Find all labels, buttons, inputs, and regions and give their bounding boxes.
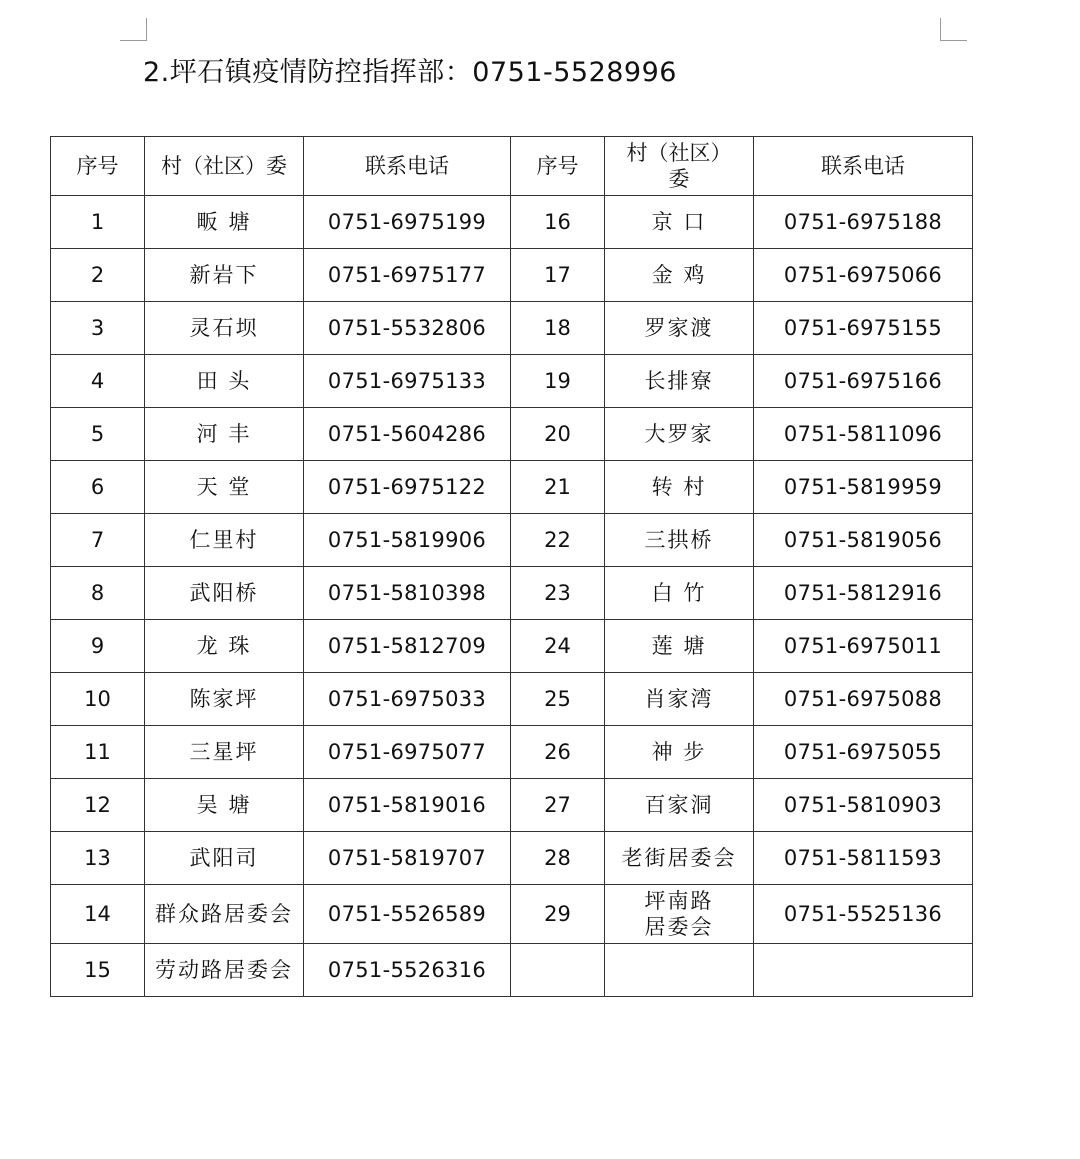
table-row [51, 302, 973, 355]
table-row [51, 673, 973, 726]
row-phone-right: 0751-6975011 [754, 620, 973, 673]
row-phone-right [754, 944, 973, 997]
row-village-name: 天 堂 [145, 461, 304, 514]
row-seq: 15 [51, 944, 145, 997]
row-phone-right: 0751-5812916 [754, 567, 973, 620]
row-phone-right: 0751-6975166 [754, 355, 973, 408]
row-seq-right: 29 [511, 885, 605, 944]
row-village-name-right: 白 竹 [605, 567, 754, 620]
row-village-name: 陈家坪 [145, 673, 304, 726]
table-header-row [51, 137, 973, 196]
row-seq: 7 [51, 514, 145, 567]
row-seq-right: 20 [511, 408, 605, 461]
row-phone-right: 0751-6975088 [754, 673, 973, 726]
row-village-name: 劳动路居委会 [145, 944, 304, 997]
row-phone-right: 0751-5811096 [754, 408, 973, 461]
row-phone: 0751-5532806 [304, 302, 511, 355]
table-row [51, 620, 973, 673]
table-row [51, 567, 973, 620]
row-village-name-right: 神 步 [605, 726, 754, 779]
table-row [51, 408, 973, 461]
row-phone: 0751-5812709 [304, 620, 511, 673]
row-seq-right: 21 [511, 461, 605, 514]
row-village-name-right: 坪南路 居委会 [605, 885, 754, 944]
row-phone: 0751-5819906 [304, 514, 511, 567]
row-phone-right: 0751-5525136 [754, 885, 973, 944]
row-seq: 1 [51, 196, 145, 249]
row-phone-right: 0751-5811593 [754, 832, 973, 885]
header-phone-right: 联系电话 [754, 137, 973, 196]
header-village-right: 村（社区） 委 [605, 137, 754, 196]
row-village-name: 三星坪 [145, 726, 304, 779]
table-row [51, 461, 973, 514]
row-village-name-right: 京 口 [605, 196, 754, 249]
row-village-name: 畈 塘 [145, 196, 304, 249]
row-village-name: 龙 珠 [145, 620, 304, 673]
row-phone: 0751-5526316 [304, 944, 511, 997]
row-seq: 9 [51, 620, 145, 673]
row-village-name: 灵石坝 [145, 302, 304, 355]
row-seq-right: 17 [511, 249, 605, 302]
row-phone: 0751-6975199 [304, 196, 511, 249]
row-phone: 0751-6975177 [304, 249, 511, 302]
row-phone-right: 0751-5819056 [754, 514, 973, 567]
table-row [51, 885, 973, 944]
page-corner-mark-right [940, 18, 967, 41]
contact-table [50, 136, 973, 997]
row-seq-right: 22 [511, 514, 605, 567]
row-phone-right: 0751-6975188 [754, 196, 973, 249]
row-village-name-right: 长排寮 [605, 355, 754, 408]
row-phone-right: 0751-6975066 [754, 249, 973, 302]
row-village-name: 武阳司 [145, 832, 304, 885]
row-village-name: 吴 塘 [145, 779, 304, 832]
row-seq-right: 19 [511, 355, 605, 408]
row-phone: 0751-6975133 [304, 355, 511, 408]
row-seq-right: 25 [511, 673, 605, 726]
row-village-name-right: 百家洞 [605, 779, 754, 832]
row-village-name-right: 大罗家 [605, 408, 754, 461]
row-seq: 6 [51, 461, 145, 514]
row-seq-right: 16 [511, 196, 605, 249]
table-row [51, 832, 973, 885]
header-seq-right: 序号 [511, 137, 605, 196]
table-row [51, 196, 973, 249]
table-row [51, 944, 973, 997]
row-phone: 0751-6975122 [304, 461, 511, 514]
row-seq: 8 [51, 567, 145, 620]
table-row [51, 779, 973, 832]
row-seq-right [511, 944, 605, 997]
row-seq-right: 28 [511, 832, 605, 885]
row-village-name-right: 老街居委会 [605, 832, 754, 885]
row-phone: 0751-6975033 [304, 673, 511, 726]
row-village-name-right: 罗家渡 [605, 302, 754, 355]
row-village-name: 群众路居委会 [145, 885, 304, 944]
row-seq-right: 26 [511, 726, 605, 779]
row-seq: 4 [51, 355, 145, 408]
row-seq: 11 [51, 726, 145, 779]
table-row [51, 249, 973, 302]
table-row [51, 355, 973, 408]
row-village-name: 田 头 [145, 355, 304, 408]
row-seq: 5 [51, 408, 145, 461]
row-village-name-right: 金 鸡 [605, 249, 754, 302]
row-village-name-right: 三拱桥 [605, 514, 754, 567]
row-seq: 3 [51, 302, 145, 355]
row-village-name: 新岩下 [145, 249, 304, 302]
header-village: 村（社区）委 [145, 137, 304, 196]
row-seq-right: 23 [511, 567, 605, 620]
row-phone-right: 0751-5819959 [754, 461, 973, 514]
row-village-name: 武阳桥 [145, 567, 304, 620]
row-seq-right: 27 [511, 779, 605, 832]
table-row [51, 726, 973, 779]
row-phone-right: 0751-6975155 [754, 302, 973, 355]
row-village-name-right [605, 944, 754, 997]
document-title: 2.坪石镇疫情防控指挥部：0751-5528996 [143, 57, 677, 88]
row-seq: 13 [51, 832, 145, 885]
row-village-name-right: 莲 塘 [605, 620, 754, 673]
row-village-name: 仁里村 [145, 514, 304, 567]
row-seq-right: 18 [511, 302, 605, 355]
row-phone: 0751-5819016 [304, 779, 511, 832]
row-village-name-right: 转 村 [605, 461, 754, 514]
row-phone-right: 0751-6975055 [754, 726, 973, 779]
row-seq: 14 [51, 885, 145, 944]
header-seq: 序号 [51, 137, 145, 196]
row-seq: 12 [51, 779, 145, 832]
row-village-name: 河 丰 [145, 408, 304, 461]
table-row [51, 514, 973, 567]
row-phone: 0751-6975077 [304, 726, 511, 779]
row-seq-right: 24 [511, 620, 605, 673]
page-corner-mark-left [120, 18, 147, 41]
row-village-name-right: 肖家湾 [605, 673, 754, 726]
row-phone: 0751-5810398 [304, 567, 511, 620]
header-phone: 联系电话 [304, 137, 511, 196]
row-seq: 2 [51, 249, 145, 302]
row-phone: 0751-5604286 [304, 408, 511, 461]
row-phone-right: 0751-5810903 [754, 779, 973, 832]
row-phone: 0751-5819707 [304, 832, 511, 885]
row-seq: 10 [51, 673, 145, 726]
row-phone: 0751-5526589 [304, 885, 511, 944]
